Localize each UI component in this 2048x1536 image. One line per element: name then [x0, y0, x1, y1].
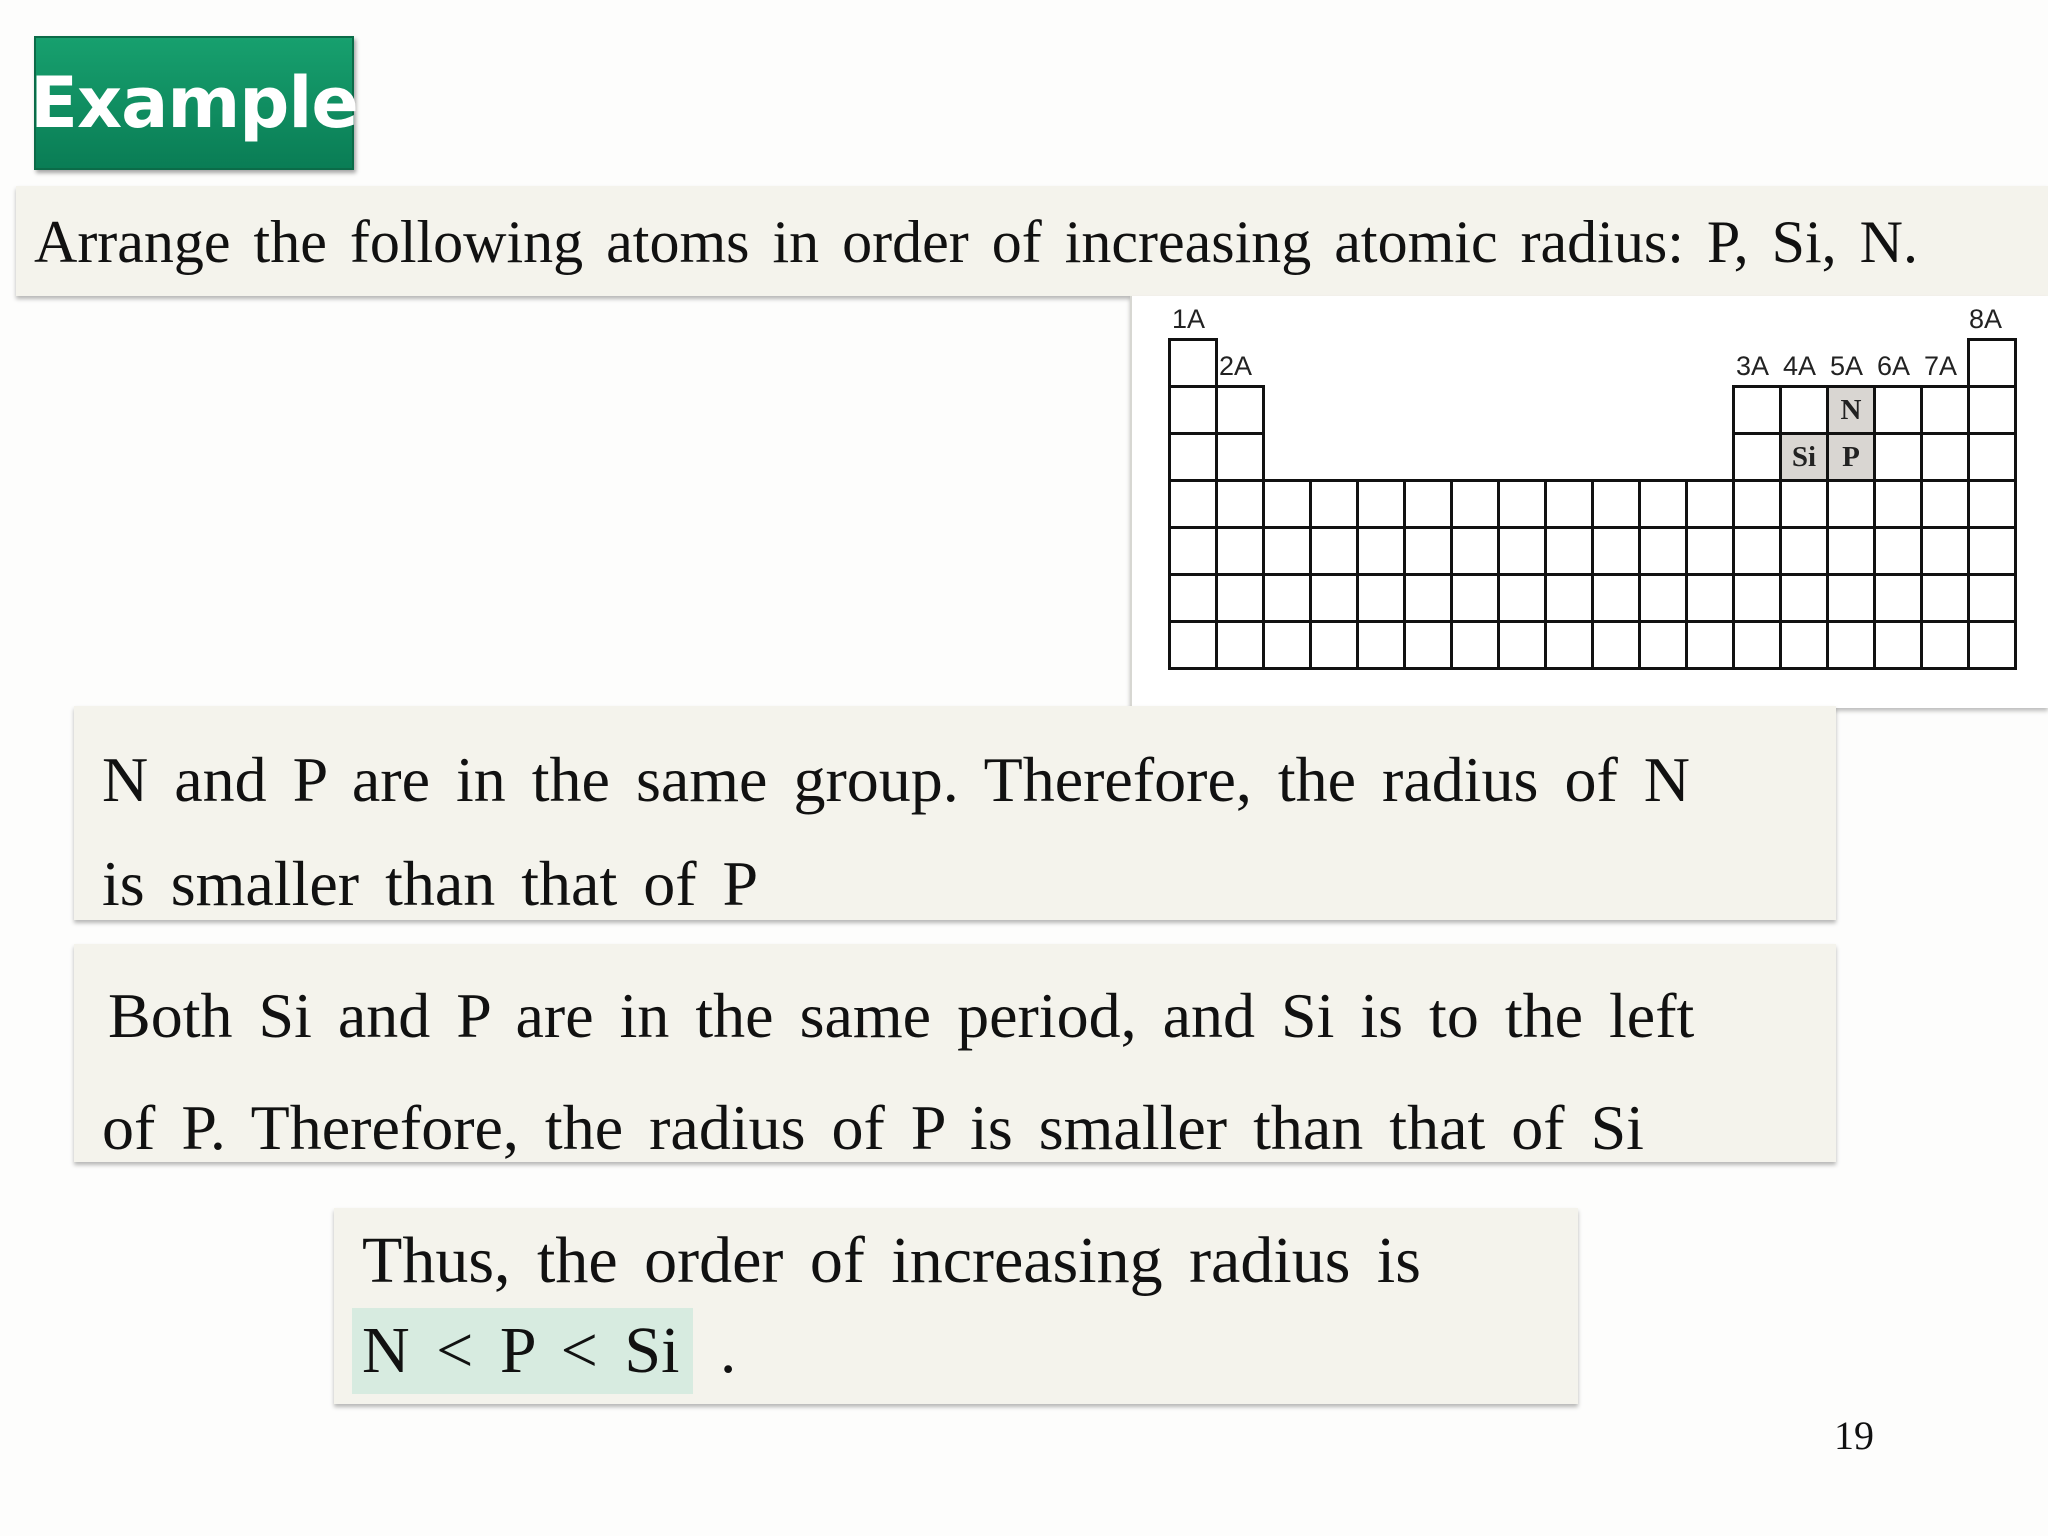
element-cell-g1-p3 — [1168, 432, 1218, 482]
periodic-table-panel — [1130, 296, 2048, 708]
group-label-6a: 6A — [1877, 351, 1911, 381]
element-cell-g10-p7 — [1591, 620, 1641, 670]
element-cell-g9-p4 — [1544, 479, 1594, 529]
element-cell-g10-p5 — [1591, 526, 1641, 576]
element-cell-g18-p7 — [1967, 620, 2017, 670]
element-cell-g16-p6 — [1873, 573, 1923, 623]
element-cell-g11-p6 — [1638, 573, 1688, 623]
element-cell-g7-p5 — [1450, 526, 1500, 576]
element-cell-g9-p7 — [1544, 620, 1594, 670]
question-text: Arrange the following atoms in order of increasing atomic radius: P, Si, N. — [34, 209, 1918, 275]
element-cell-g17-p6 — [1920, 573, 1970, 623]
element-cell-g5-p6 — [1356, 573, 1406, 623]
element-cell-g1-p6 — [1168, 573, 1218, 623]
element-symbol: N — [1840, 393, 1862, 426]
element-symbol: Si — [1791, 440, 1817, 473]
element-cell-g14-p6 — [1779, 573, 1829, 623]
element-cell-g3-p7 — [1262, 620, 1312, 670]
element-cell-g6-p6 — [1403, 573, 1453, 623]
conclusion-line-2 — [362, 1306, 1578, 1396]
element-cell-g5-p7 — [1356, 620, 1406, 670]
element-cell-g10-p6 — [1591, 573, 1641, 623]
element-cell-g8-p5 — [1497, 526, 1547, 576]
element-cell-g8-p7 — [1497, 620, 1547, 670]
element-cell-g10-p4 — [1591, 479, 1641, 529]
example-badge-label: Example — [30, 62, 358, 144]
element-cell-g16-p5 — [1873, 526, 1923, 576]
element-cell-g5-p5 — [1356, 526, 1406, 576]
element-cell-g13-p4 — [1732, 479, 1782, 529]
element-cell-g16-p2 — [1873, 385, 1923, 435]
element-cell-g15-p5 — [1826, 526, 1876, 576]
element-cell-g14-p3 — [1779, 432, 1829, 482]
element-cell-g12-p7 — [1685, 620, 1735, 670]
element-cell-g16-p7 — [1873, 620, 1923, 670]
same-period-explanation — [74, 944, 1836, 1162]
element-cell-g15-p6 — [1826, 573, 1876, 623]
element-cell-g17-p7 — [1920, 620, 1970, 670]
element-cell-g2-p2 — [1215, 385, 1265, 435]
element-cell-g18-p5 — [1967, 526, 2017, 576]
element-cell-g14-p5 — [1779, 526, 1829, 576]
element-cell-g1-p5 — [1168, 526, 1218, 576]
conclusion-panel — [334, 1208, 1578, 1404]
element-cell-g15-p4 — [1826, 479, 1876, 529]
element-cell-g18-p6 — [1967, 573, 2017, 623]
group-label-7a: 7A — [1924, 351, 1958, 381]
element-cell-g17-p2 — [1920, 385, 1970, 435]
same-group-line-2: is smaller than that of P — [102, 848, 759, 919]
element-cell-g16-p4 — [1873, 479, 1923, 529]
element-symbol: P — [1842, 440, 1860, 473]
element-cell-g15-p7 — [1826, 620, 1876, 670]
element-cell-g8-p6 — [1497, 573, 1547, 623]
element-cell-g17-p5 — [1920, 526, 1970, 576]
element-cell-g2-p6 — [1215, 573, 1265, 623]
element-cell-g5-p4 — [1356, 479, 1406, 529]
element-cell-g7-p7 — [1450, 620, 1500, 670]
question-panel — [16, 186, 2048, 296]
element-cell-g1-p4 — [1168, 479, 1218, 529]
page-number: 19 — [1834, 1413, 1874, 1458]
same-group-explanation — [74, 706, 1836, 920]
element-cell-g13-p7 — [1732, 620, 1782, 670]
element-cell-g6-p4 — [1403, 479, 1453, 529]
same-period-line-1: Both Si and P are in the same period, and Si is to the left — [108, 980, 1695, 1051]
same-period-line-2: of P. Therefore, the radius of P is smaller than that of Si — [102, 1092, 1644, 1163]
element-cell-g13-p3 — [1732, 432, 1782, 482]
element-cell-g1-p1 — [1168, 338, 1218, 388]
element-cell-g15-p3 — [1826, 432, 1876, 482]
element-cell-g18-p4 — [1967, 479, 2017, 529]
element-cell-g7-p4 — [1450, 479, 1500, 529]
group-label-2a: 2A — [1219, 351, 1253, 381]
element-cell-g14-p2 — [1779, 385, 1829, 435]
element-cell-g3-p5 — [1262, 526, 1312, 576]
same-group-line-1: N and P are in the same group. Therefore, the radius of N — [102, 744, 1690, 815]
group-label-8a: 8A — [1969, 304, 2003, 334]
element-cell-g3-p6 — [1262, 573, 1312, 623]
group-label-4a: 4A — [1783, 351, 1817, 381]
element-cell-g2-p7 — [1215, 620, 1265, 670]
element-cell-g14-p7 — [1779, 620, 1829, 670]
element-cell-g12-p6 — [1685, 573, 1735, 623]
element-cell-g9-p5 — [1544, 526, 1594, 576]
element-cell-g4-p4 — [1309, 479, 1359, 529]
element-cell-g18-p1 — [1967, 338, 2017, 388]
element-cell-g12-p5 — [1685, 526, 1735, 576]
element-cell-g2-p4 — [1215, 479, 1265, 529]
group-label-3a: 3A — [1736, 351, 1770, 381]
element-cell-g6-p7 — [1403, 620, 1453, 670]
group-label-5a: 5A — [1830, 351, 1864, 381]
element-cell-g1-p2 — [1168, 385, 1218, 435]
element-cell-g14-p4 — [1779, 479, 1829, 529]
element-cell-g2-p5 — [1215, 526, 1265, 576]
answer-highlight: N < P < Si — [352, 1308, 693, 1394]
element-cell-g11-p5 — [1638, 526, 1688, 576]
element-cell-g6-p5 — [1403, 526, 1453, 576]
element-cell-g13-p2 — [1732, 385, 1782, 435]
conclusion-line-1: Thus, the order of increasing radius is — [362, 1224, 1421, 1297]
element-cell-g13-p6 — [1732, 573, 1782, 623]
group-label-1a: 1A — [1172, 304, 1206, 334]
element-cell-g17-p4 — [1920, 479, 1970, 529]
element-cell-g11-p7 — [1638, 620, 1688, 670]
element-cell-g3-p4 — [1262, 479, 1312, 529]
element-cell-g4-p5 — [1309, 526, 1359, 576]
answer-period: . — [719, 1314, 737, 1387]
element-cell-g2-p3 — [1215, 432, 1265, 482]
element-cell-g18-p2 — [1967, 385, 2017, 435]
element-cell-g17-p3 — [1920, 432, 1970, 482]
element-cell-g13-p5 — [1732, 526, 1782, 576]
example-badge — [30, 36, 358, 170]
element-cell-g15-p2 — [1826, 385, 1876, 435]
element-cell-g4-p6 — [1309, 573, 1359, 623]
element-cell-g8-p4 — [1497, 479, 1547, 529]
element-cell-g16-p3 — [1873, 432, 1923, 482]
element-cell-g1-p7 — [1168, 620, 1218, 670]
element-cell-g4-p7 — [1309, 620, 1359, 670]
element-cell-g9-p6 — [1544, 573, 1594, 623]
element-cell-g11-p4 — [1638, 479, 1688, 529]
element-cell-g18-p3 — [1967, 432, 2017, 482]
element-cell-g12-p4 — [1685, 479, 1735, 529]
element-cell-g7-p6 — [1450, 573, 1500, 623]
